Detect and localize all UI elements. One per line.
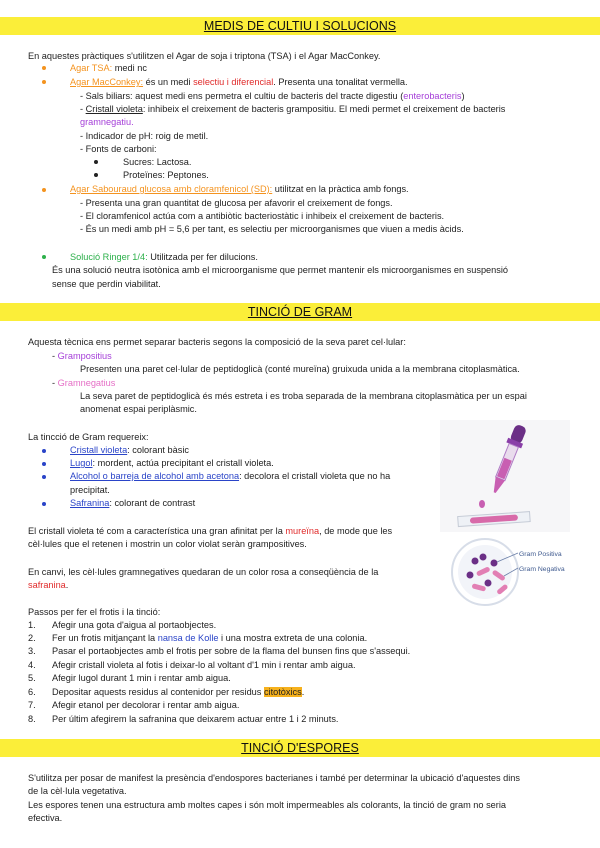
step-text: . xyxy=(301,687,305,697)
bullet-dot xyxy=(94,160,98,164)
req-cristall xyxy=(70,444,189,457)
section-banner-medis xyxy=(0,17,600,35)
sabouraud-label: Agar Sabouraud glucosa amb cloramfenicol (SD): xyxy=(70,184,273,194)
req-safranina xyxy=(70,497,195,510)
req-alcohol xyxy=(70,470,390,483)
bullet-dot xyxy=(42,255,46,259)
requereix-line: La tincció de Gram requereix: xyxy=(28,432,149,442)
ringer-line xyxy=(70,251,258,264)
gramnegatius-desc-1: La seva paret de peptidoglicà és més estreta i es troba separada de la membrana citoplasmàtica per un espai xyxy=(80,391,527,401)
bullet-dot xyxy=(94,173,98,177)
cristall-text: : inhibeix el creixement de bacteris grampositiu. El medi permet el creixement de bacteris xyxy=(142,104,506,114)
step-text: Fer un frotis mitjançant la xyxy=(52,633,158,643)
req-alcohol-text-2: precipitat. xyxy=(70,485,110,495)
bullet-dot xyxy=(42,449,46,453)
coccus-icon xyxy=(491,560,498,567)
proteines-line: Proteïnes: Peptones. xyxy=(123,170,209,180)
step-number: 1. xyxy=(28,620,36,630)
safranina-para-1: En canvi, les cèl·lules gramnegatives quedaran de un color rosa a conseqüència de la xyxy=(28,567,379,577)
coccus-icon xyxy=(472,558,479,565)
sabouraud-text: utilitzat en la pràctica amb fongs. xyxy=(272,184,409,194)
tsa-label: Agar TSA: xyxy=(70,63,113,73)
grampositius-desc: Presenten una paret cel·lular de peptidoglicà (conté mureïna) gruixuda unida a la membrana citoplasmàtica. xyxy=(80,364,520,374)
step-number: 6. xyxy=(28,687,36,697)
sabouraud-point-1: - Presenta una gran quantitat de glucosa per afavorir el creixement de fongs. xyxy=(80,198,393,208)
step-2 xyxy=(52,632,367,645)
mureina-text: El cristall violeta té com a característica una gran afinitat per la xyxy=(28,526,286,536)
gramnegatius-line: - Gramnegatius xyxy=(52,378,116,388)
step-4: Afegir cristall violeta al fotis i deixar-lo al voltant d'1 min i rentar amb aigua. xyxy=(52,660,356,670)
step-number: 2. xyxy=(28,633,36,643)
step-text: Depositar aquests residus al contenidor per residus xyxy=(52,687,264,697)
sabouraud-line xyxy=(70,183,409,196)
sucres-line: Sucres: Lactosa. xyxy=(123,157,192,167)
legend-gram-positiva: Gram Positiva xyxy=(519,551,562,558)
section-banner-gram xyxy=(0,303,600,321)
step-number: 3. xyxy=(28,646,36,656)
bullet-dot xyxy=(42,502,46,506)
step-1: Afegir una gota d'aigua al portaobjectes. xyxy=(52,620,217,630)
step-text: i una mostra extreta de una colonia. xyxy=(218,633,368,643)
req-lugol xyxy=(70,457,274,470)
req-cristall-label: Cristall violeta xyxy=(70,445,128,455)
gramnegatius-desc-2: anomenat espai periplàsmic. xyxy=(80,404,197,414)
sabouraud-point-2: - El cloramfenicol actúa com a antibiòtic bacteriostàtic i inhibeix el creixement de bacteris. xyxy=(80,211,445,221)
safranina-term: safranina xyxy=(28,580,66,590)
mureina-text-2: , de mode que les xyxy=(319,526,393,536)
step-number: 8. xyxy=(28,714,36,724)
step-5: Afegir lugol durant 1 min i rentar amb aigua. xyxy=(52,673,231,683)
citotoxics-highlight: citotòxics xyxy=(263,687,302,697)
step-8: Per últim afegirem la safranina que deixarem actuar entre 1 i 2 minuts. xyxy=(52,714,339,724)
req-alcohol-label: Alcohol o barreja de alcohol amb acetona xyxy=(70,471,240,481)
bullet-dot xyxy=(42,66,46,70)
step-number: 7. xyxy=(28,700,36,710)
ringer-text: Utilitzada per fer dilucions. xyxy=(147,252,258,262)
sals-label: - Sals biliars xyxy=(80,91,131,101)
fonts-line: - Fonts de carboni: xyxy=(80,144,157,154)
gramnegatius-label: Gramnegatius xyxy=(57,378,116,388)
sabouraud-point-3: - És un medi amb pH = 5,6 per tant, es selectiu per microorganismes que viuen a medis àcids. xyxy=(80,224,464,234)
sals-text-2: ) xyxy=(461,91,465,101)
period: . xyxy=(65,580,69,590)
mureina-para-2: cèl·lules que el retenen i mostrin un color violat seràn grampositives. xyxy=(28,539,307,549)
macconkey-line xyxy=(70,76,408,89)
req-lugol-text: : mordent, actúa precipitant el cristall violeta. xyxy=(92,458,274,468)
sals-text: : aquest medi ens permetra el cultiu de bacteris del tracte digestiu ( xyxy=(130,91,404,101)
step-6 xyxy=(52,686,304,699)
indicador-line: - Indicador de pH: roig de metil. xyxy=(80,131,209,141)
req-safranina-label: Safranina xyxy=(70,498,110,508)
espores-line-1: S'utilitza per posar de manifest la presència d'endospores bacterianes i també per determinar la ubicació d'aquestes dins xyxy=(28,773,520,783)
req-alcohol-text: : decolora el cristall violeta que no ha xyxy=(239,471,391,481)
tsa-text: medi nc xyxy=(112,63,147,73)
macconkey-text: és un medi xyxy=(143,77,194,87)
espores-line-3: Les espores tenen una estructura amb moltes capes i són molt impermeables als colorants, la tinció de gram no seria xyxy=(28,800,506,810)
section-title-espores: TINCIÓ D'ESPORES xyxy=(241,741,359,755)
nansa-kolle-term: nansa de Kolle xyxy=(157,633,219,643)
section-banner-espores xyxy=(0,739,600,757)
grampositius-label: Grampositius xyxy=(57,351,112,361)
mureina-term: mureïna xyxy=(285,526,320,536)
dash: - xyxy=(80,104,86,114)
coccus-icon xyxy=(480,554,487,561)
ringer-desc-2: sense que perdin viabilitat. xyxy=(52,279,161,289)
cristall-line xyxy=(80,103,505,116)
espores-line-2: de la cèl·lula vegetativa. xyxy=(28,786,127,796)
req-safranina-text: : colorant de contrast xyxy=(109,498,196,508)
gram-intro: Aquesta tècnica ens permet separar bacteris segons la composició de la seva paret cel·lular: xyxy=(28,337,406,347)
section-title-medis: MEDIS DE CULTIU I SOLUCIONS xyxy=(203,19,397,33)
macconkey-selectiu: selectiu i diferencial xyxy=(193,77,274,87)
macconkey-label: Agar MacConkey: xyxy=(70,77,144,87)
ringer-desc-1: És una solució neutra isotònica amb el microorganisme que permet mantenir els microorganismes en suspensió xyxy=(52,265,509,275)
dropper-illustration xyxy=(440,420,570,532)
grampositius-line: - Grampositius xyxy=(52,351,112,361)
cristall-label: Cristall violeta xyxy=(85,104,143,114)
bullet-dot xyxy=(42,462,46,466)
legend-gram-negativa: Gram Negativa xyxy=(519,566,565,573)
medis-intro: En aquestes pràctiques s'utilitzen el Agar de soja i triptona (TSA) i el Agar MacConkey. xyxy=(28,51,381,61)
section-title-gram: TINCIÓ DE GRAM xyxy=(247,305,353,319)
bullet-dot xyxy=(42,475,46,479)
drop-shape xyxy=(479,500,485,508)
step-3: Pasar el portaobjectes amb el frotis per sobre de la flama del bunsen fins que s'assequi. xyxy=(52,646,411,656)
ringer-label: Solució Ringer 1/4: xyxy=(70,252,148,262)
macconkey-text-2: . Presenta una tonalitat vermella. xyxy=(273,77,408,87)
safranina-para-2 xyxy=(28,579,68,592)
coccus-icon xyxy=(485,580,492,587)
steps-title: Passos per fer el frotis i la tinció: xyxy=(28,607,161,617)
bullet-dot xyxy=(42,188,46,192)
mureina-para-1 xyxy=(28,525,392,538)
step-number: 5. xyxy=(28,673,36,683)
req-lugol-label: Lugol xyxy=(70,458,93,468)
sals-biliars-line xyxy=(80,90,465,103)
espores-line-4: efectiva. xyxy=(28,813,63,823)
step-7: Afegir etanol per decolorar i rentar amb aigua. xyxy=(52,700,240,710)
bacteria-illustration xyxy=(448,535,582,609)
tsa-line xyxy=(70,62,147,75)
enterobacteris-term: enterobacteris xyxy=(403,91,462,101)
coccus-icon xyxy=(467,572,474,579)
gramnegatiu-term: gramnegatiu. xyxy=(80,117,134,127)
req-cristall-text: : colorant bàsic xyxy=(127,445,189,455)
bullet-dot xyxy=(42,80,46,84)
step-number: 4. xyxy=(28,660,36,670)
